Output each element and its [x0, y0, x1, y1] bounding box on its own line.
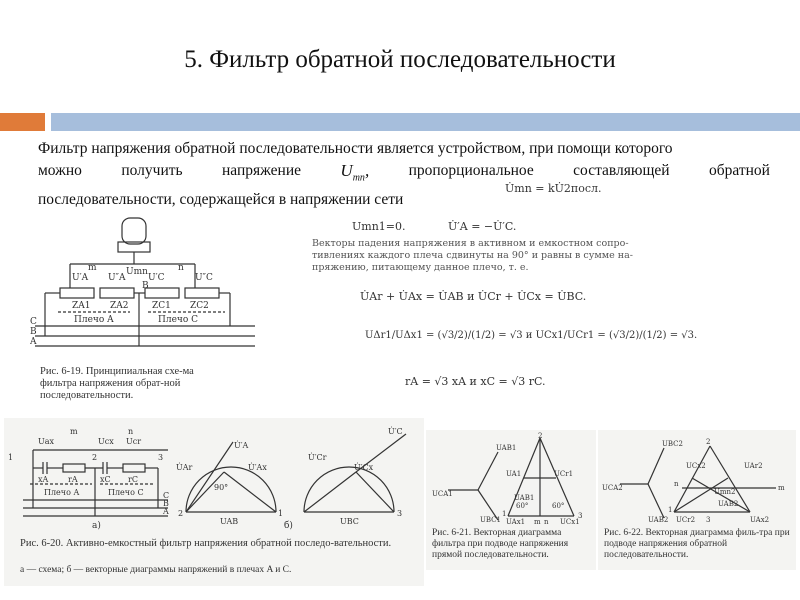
formula-note: Векторы падения напряжения в активном и емкостном сопро-тивлениях каждого плеча сдвинуты на 90° и равны в сумме на-пряжению, питающему данное плечо, т. е.: [312, 238, 633, 273]
fig620-xa: xA: [38, 475, 49, 484]
fig620-label-b: б): [284, 521, 293, 531]
fig619-b: B: [142, 281, 149, 291]
fig620-uax-prime: U̇′Ax: [248, 463, 267, 472]
fig621-n: n: [544, 518, 549, 524]
fig622-uab2-bottom: UAB2: [718, 500, 739, 508]
fig619-za1: ZA1: [72, 301, 91, 311]
word: составляющей: [573, 162, 670, 179]
fig621-uab1: UAB1: [496, 444, 517, 452]
fig620-uc-prime: U̇′C: [388, 427, 403, 436]
fig619-za2: ZA2: [110, 301, 129, 311]
word: напряжение: [222, 162, 302, 179]
fig622-uab2: UAB2: [648, 516, 669, 524]
slide-title: 5. Фильтр обратной последовательности: [184, 46, 616, 73]
fig622-m: m: [778, 484, 785, 492]
fig622-ucx2: UCx2: [686, 462, 706, 470]
fig621-pt-1: 1: [502, 510, 507, 518]
fig620-pt-1: 1: [278, 509, 284, 518]
fig620-pt-3: 3: [397, 509, 403, 518]
fig619-uc1: U′C: [148, 273, 165, 283]
fig621-pt-3: 3: [578, 512, 583, 520]
word: обратной: [708, 162, 770, 179]
fig620-ucx-prime: U̇′Cx: [354, 463, 374, 472]
figure-6-20-schematic: [8, 420, 420, 532]
fig620-uar: U̇Ar: [176, 463, 193, 472]
fig619-plecho-a: Плечо A: [74, 315, 114, 325]
figure-6-22-diagram: [600, 432, 794, 524]
fig622-ucr2: UCr2: [676, 516, 696, 524]
fig620-ubc: UBC: [340, 517, 359, 526]
formula-r: rA = √3 xA и xC = √3 rC.: [405, 375, 546, 388]
fig621-ua1: UA1: [506, 470, 522, 478]
fig620-one: 1: [8, 453, 14, 462]
fig619-n: n: [178, 263, 184, 273]
fig620-two: 2: [92, 453, 98, 462]
formula-umn: U̇mn = kU̇2посл.: [505, 182, 602, 195]
word: можно: [38, 162, 82, 179]
fig620-m: m: [70, 427, 78, 436]
paragraph-line-3: последовательности, содержащейся в напряжении сети: [38, 191, 404, 209]
fig620-three: 3: [158, 453, 164, 462]
fig620-line-a: A: [163, 507, 169, 516]
fig622-umn2: Umn2: [714, 488, 736, 496]
formula-sum: U̇Ar + U̇Ax = U̇AB и U̇Cr + U̇Cx = U̇BC.: [360, 290, 587, 303]
fig622-n: n: [674, 480, 679, 488]
fig622-uar2: UAr2: [744, 462, 763, 470]
figure-6-19-schematic: [30, 212, 260, 362]
fig622-pt-2: 2: [706, 438, 711, 446]
fig620-label-a: а): [92, 521, 101, 531]
fig620-ra: rA: [68, 475, 78, 484]
fig619-caption: Рис. 6-19. Принципиальная схе-ма фильтра напряжения обрат-ной последовательности.: [40, 366, 194, 401]
fig620-subcaption: а — схема; б — векторные диаграммы напряжений в плечах A и C.: [20, 565, 292, 575]
word: получить: [121, 162, 183, 179]
body-paragraph: [38, 138, 770, 211]
formula-umn1: Umn1=0.: [352, 220, 406, 233]
fig620-pt-2: 2: [178, 509, 184, 518]
fig621-uca1: UCA1: [432, 490, 453, 498]
fig622-ubc2: UBC2: [662, 440, 683, 448]
fig619-m: m: [88, 263, 97, 273]
fig619-umn: Umn: [126, 267, 148, 277]
fig621-m: m: [534, 518, 541, 524]
fig622-uca2: UCA2: [602, 484, 623, 492]
formula-ratio: UΔr1/UΔx1 = (√3/2)/(1/2) = √3 и UCx1/UCr1 = (√3/2)/(1/2) = √3.: [365, 330, 698, 341]
fig621-deg-b: 60°: [552, 502, 565, 510]
fig619-zc1: ZC1: [152, 301, 171, 311]
fig621-ubc1: UBC1: [480, 516, 501, 524]
fig620-uab: UAB: [220, 517, 239, 526]
fig621-uax1: UAx1: [506, 518, 526, 524]
fig622-caption: Рис. 6-22. Векторная диаграмма филь-тра при подводе напряжения обратной последовательности.: [604, 528, 790, 560]
fig620-uax: Uax: [38, 437, 55, 446]
fig622-pt-1: 1: [668, 506, 673, 514]
formula-ua: U̇′A = −U̇′C.: [448, 220, 517, 233]
fig621-caption: Рис. 6-21. Векторная диаграмма фильтра при подводе напряжения прямой последовательности.: [432, 528, 569, 560]
fig620-ucr-prime: U̇′Cr: [308, 453, 327, 462]
fig620-ucx: Ucx: [98, 437, 114, 446]
fig620-caption: Рис. 6-20. Активно-емкостный фильтр напряжения обратной последо-вательности.: [20, 538, 392, 549]
fig621-ucx1: UCx1: [560, 518, 580, 524]
fig621-deg-a: 60°: [516, 502, 529, 510]
fig620-plecho-a: Плечо A: [44, 488, 80, 497]
umn-symbol: $U_{mn}$,: [340, 161, 370, 184]
fig620-ua-prime: U̇′A: [234, 441, 249, 450]
fig619-plecho-c: Плечо C: [158, 315, 199, 325]
figure-6-21-diagram: [428, 432, 594, 524]
fig619-ua2: U″A: [108, 273, 126, 283]
word: пропорциональное: [408, 162, 534, 179]
fig619-zc2: ZC2: [190, 301, 209, 311]
fig621-uab1-bottom: UAB1: [514, 494, 535, 502]
fig620-ucr: Ucr: [126, 437, 142, 446]
fig619-line-a: A: [30, 337, 37, 347]
fig619-line-b: B: [30, 327, 37, 337]
accent-bar-orange: [0, 113, 45, 131]
fig619-uc2: U″C: [195, 273, 213, 283]
paragraph-line-2: [38, 160, 770, 189]
paragraph-line-1: Фильтр напряжения обратной последовательности является устройством, при помощи которого: [38, 140, 673, 157]
fig619-line-c: C: [30, 317, 37, 327]
fig620-n: n: [128, 427, 134, 436]
fig621-ucr1: UCr1: [554, 470, 574, 478]
fig621-pt-2: 2: [538, 432, 543, 440]
fig620-deg: 90°: [214, 483, 229, 492]
fig622-pt-3: 3: [706, 516, 711, 524]
accent-bar-blue: [51, 113, 800, 131]
fig620-line-c: C: [163, 491, 170, 500]
fig622-uax2: UAx2: [750, 516, 770, 524]
fig620-plecho-c: Плечо C: [108, 488, 144, 497]
fig620-line-b: B: [163, 499, 169, 508]
fig619-ua1: U′A: [72, 273, 89, 283]
fig620-xc: xC: [100, 475, 111, 484]
fig620-rc: rC: [128, 475, 138, 484]
